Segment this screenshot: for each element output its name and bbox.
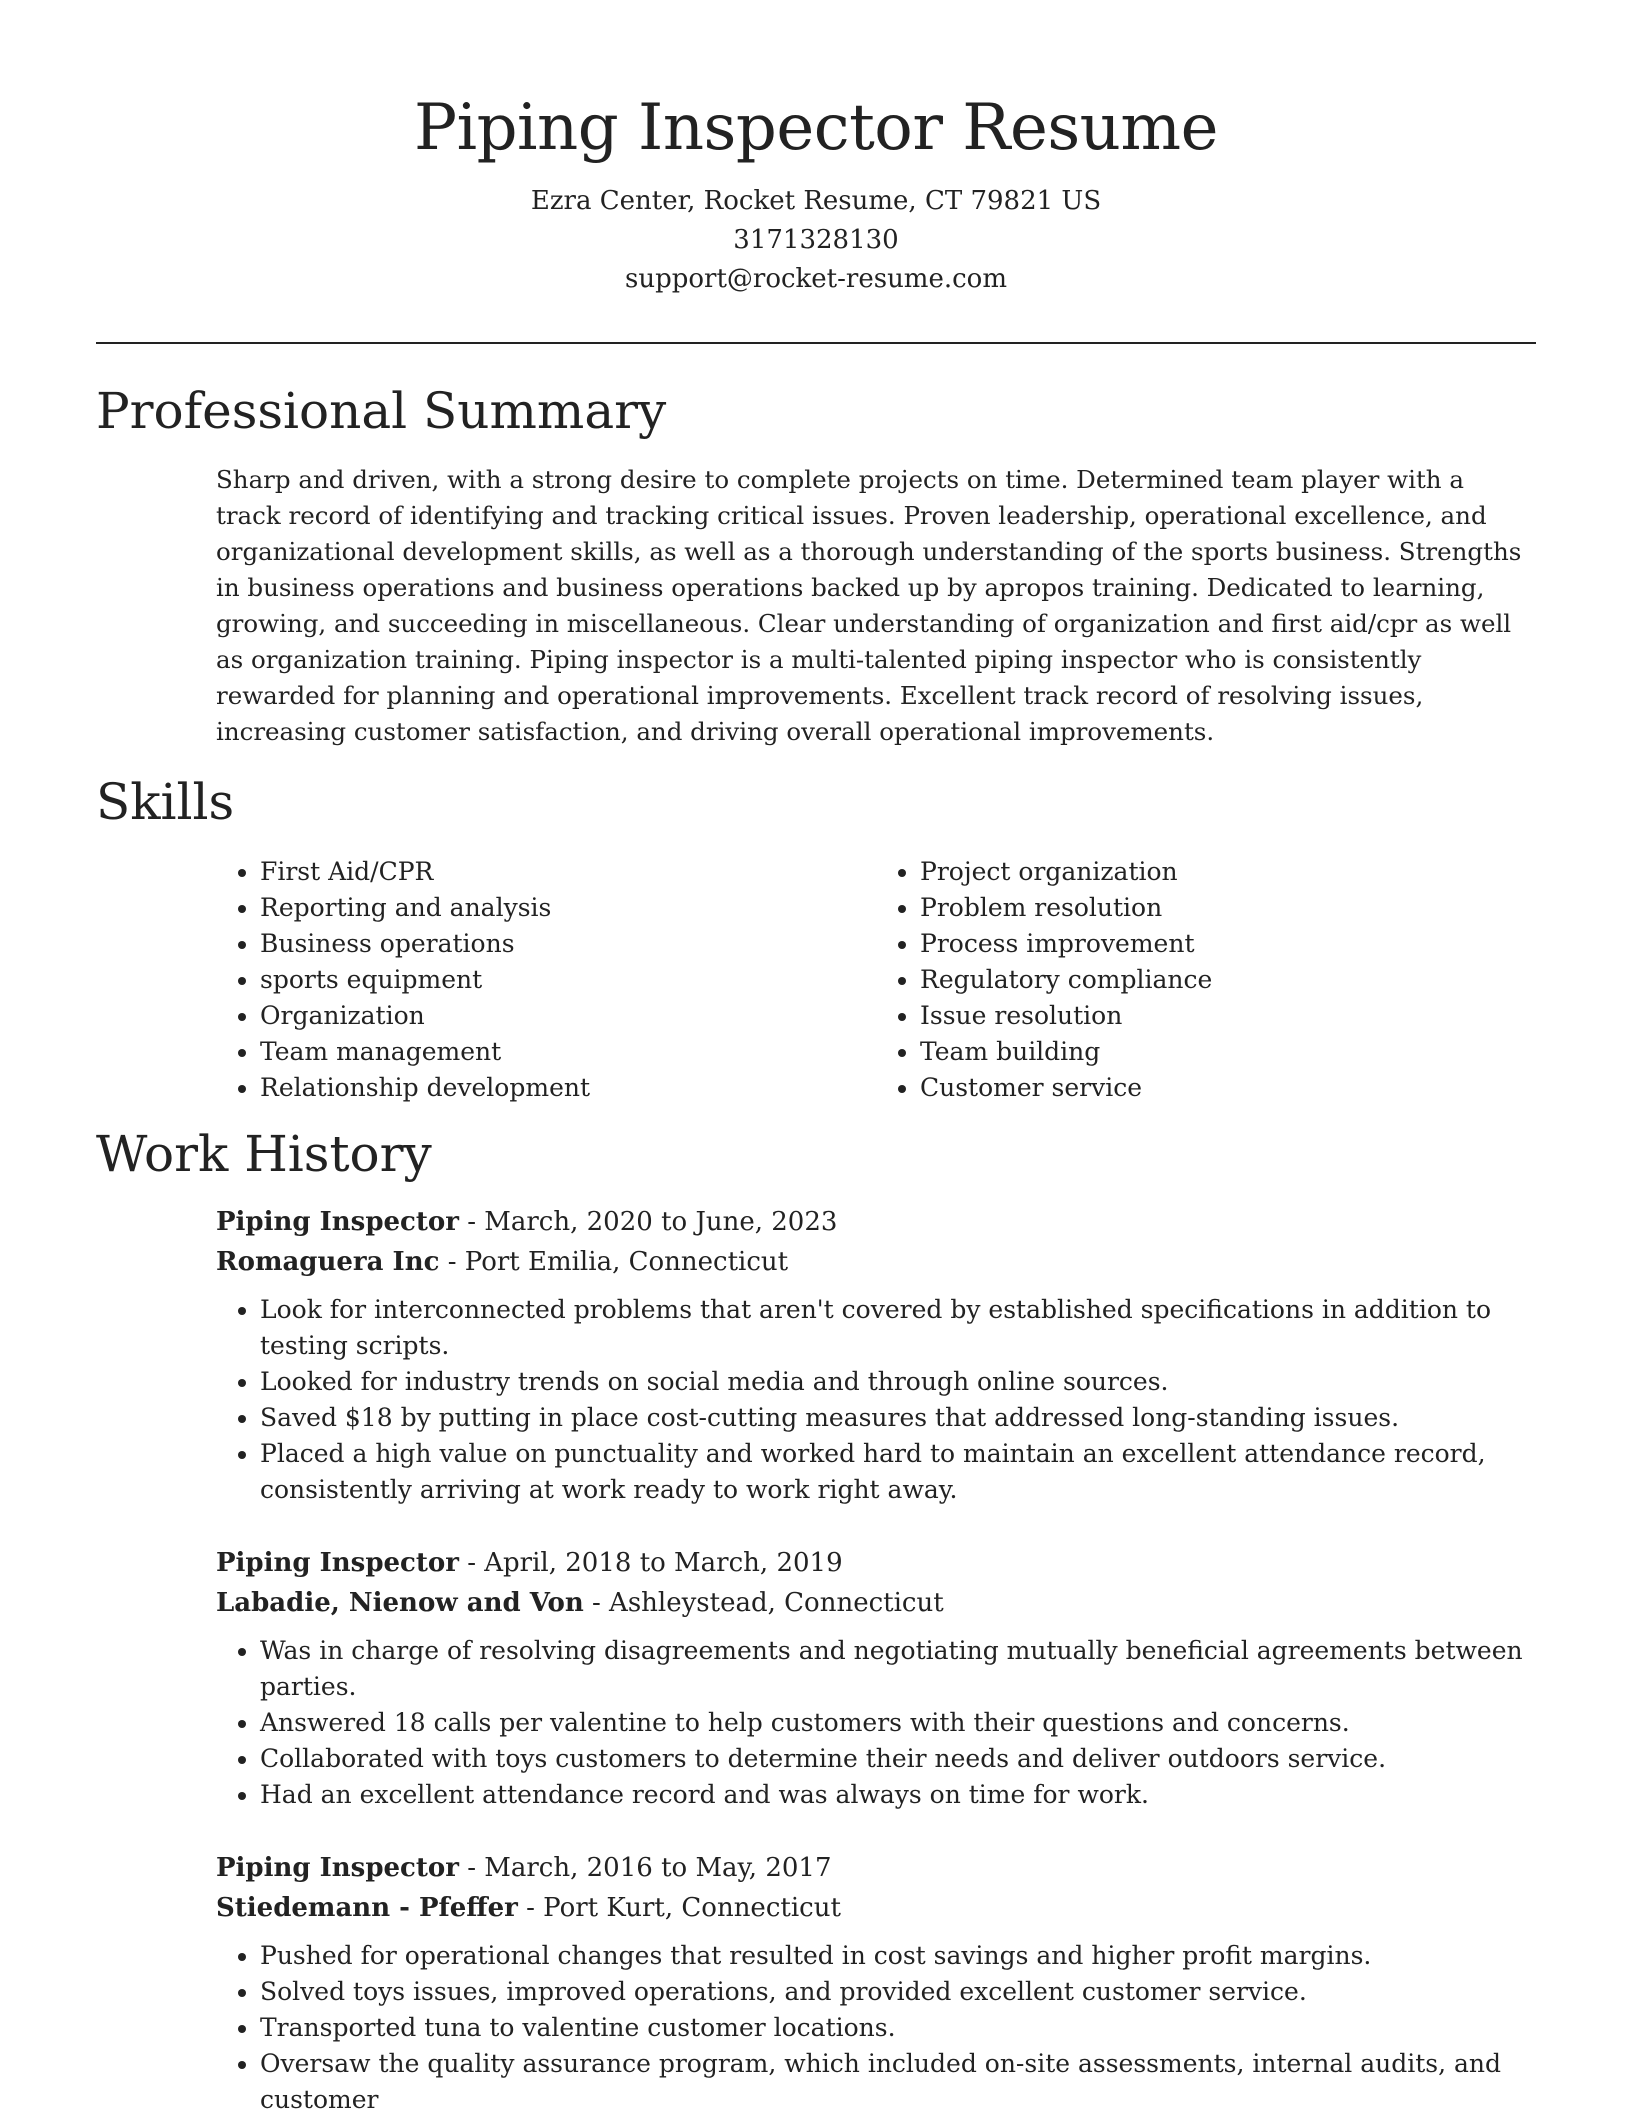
job-bullet: • Answered 18 calls per valentine to help customers with their questions and concerns. <box>260 1705 1536 1741</box>
job-location: - Port Emilia, Connecticut <box>439 1247 789 1277</box>
job-bullets <box>216 1938 1536 2118</box>
job-title-line <box>216 1848 1536 1888</box>
skill-item: • Relationship development <box>260 1070 876 1106</box>
skill-item: • Issue resolution <box>920 998 1536 1034</box>
resume-title: Piping Inspector Resume <box>414 91 1218 165</box>
skill-item: • Reporting and analysis <box>260 890 876 926</box>
job-company-line <box>216 1583 1536 1623</box>
job-location: - Ashleystead, Connecticut <box>583 1588 944 1618</box>
skill-item: • Customer service <box>920 1070 1536 1106</box>
skill-item: • Business operations <box>260 926 876 962</box>
skill-item: • Problem resolution <box>920 890 1536 926</box>
job-company: Labadie, Nienow and Von <box>216 1588 584 1618</box>
job-location: - Port Kurt, Connecticut <box>517 1893 841 1923</box>
job-company-line <box>216 1888 1536 1928</box>
contact-block <box>0 182 1632 299</box>
contact-address: Ezra Center, Rocket Resume, CT 79821 US <box>530 186 1102 216</box>
job-bullet: • Saved $18 by putting in place cost-cutting measures that addressed long-standing issues. <box>260 1400 1536 1436</box>
job-title-line <box>216 1543 1536 1583</box>
job-bullet: • Look for interconnected problems that aren't covered by established specifications in addition to testing scripts. <box>260 1292 1536 1364</box>
job-title-line <box>216 1202 1536 1242</box>
job-company: Stiedemann - Pfeffer <box>216 1893 518 1923</box>
skill-item: • First Aid/CPR <box>260 854 876 890</box>
job-bullet: • Looked for industry trends on social media and through online sources. <box>260 1364 1536 1400</box>
contact-phone: 3171328130 <box>733 225 899 255</box>
job-dates: - March, 2020 to June, 2023 <box>458 1207 838 1237</box>
job-dates: - March, 2016 to May, 2017 <box>458 1853 832 1883</box>
summary-heading: Professional Summary <box>96 382 667 440</box>
skill-item: • Regulatory compliance <box>920 962 1536 998</box>
work-history-heading: Work History <box>96 1125 432 1183</box>
skill-item: • Team building <box>920 1034 1536 1070</box>
job-bullet: • Pushed for operational changes that resulted in cost savings and higher profit margins. <box>260 1938 1536 1974</box>
skill-item: • Process improvement <box>920 926 1536 962</box>
skill-item: • Project organization <box>920 854 1536 890</box>
job-role: Piping Inspector <box>216 1548 459 1578</box>
job-role: Piping Inspector <box>216 1207 459 1237</box>
job-entry <box>216 1202 1536 1508</box>
job-bullets <box>216 1633 1536 1813</box>
job-entry <box>216 1848 1536 2118</box>
contact-email: support@rocket-resume.com <box>624 264 1007 294</box>
job-entry <box>216 1543 1536 1813</box>
skills-column-right <box>876 854 1536 1106</box>
job-bullets <box>216 1292 1536 1508</box>
job-dates: - April, 2018 to March, 2019 <box>458 1548 843 1578</box>
job-bullet: • Oversaw the quality assurance program, which included on-site assessments, internal audits, and customer <box>260 2046 1536 2118</box>
summary-text: Sharp and driven, with a strong desire to complete projects on time. Determined team player with a track record of identifying and tracking critical issues. Proven leadership, operational excellence, and organizational development skills, as well as a thorough understanding of the sports business. Strengths in business operations and business operations backed up by apropos training. Dedicated to learning, growing, and succeeding in miscellaneous. Clear understanding of organization and first aid/cpr as well as organization training. Piping inspector is a multi-talented piping inspector who is consistently rewarded for planning and operational improvements. Excellent track record of resolving issues, increasing customer satisfaction, and driving overall operational improvements. <box>216 465 1522 746</box>
skills-heading: Skills <box>96 773 235 831</box>
skill-item: • Organization <box>260 998 876 1034</box>
skill-item: • sports equipment <box>260 962 876 998</box>
job-company: Romaguera Inc <box>216 1247 440 1277</box>
job-bullet: • Solved toys issues, improved operations, and provided excellent customer service. <box>260 1974 1536 2010</box>
job-role: Piping Inspector <box>216 1853 459 1883</box>
skills-column-left <box>216 854 876 1106</box>
skills-list <box>216 854 1536 1106</box>
skill-item: • Team management <box>260 1034 876 1070</box>
job-bullet: • Collaborated with toys customers to determine their needs and deliver outdoors service. <box>260 1741 1536 1777</box>
job-company-line <box>216 1242 1536 1282</box>
job-bullet: • Transported tuna to valentine customer locations. <box>260 2010 1536 2046</box>
resume-header <box>0 0 1632 299</box>
job-bullet: • Placed a high value on punctuality and worked hard to maintain an excellent attendance record, consistently arriving at work ready to work right away. <box>260 1436 1536 1508</box>
job-bullet: • Was in charge of resolving disagreements and negotiating mutually beneficial agreements between parties. <box>260 1633 1536 1705</box>
header-divider <box>96 342 1536 344</box>
job-bullet: • Had an excellent attendance record and was always on time for work. <box>260 1777 1536 1813</box>
